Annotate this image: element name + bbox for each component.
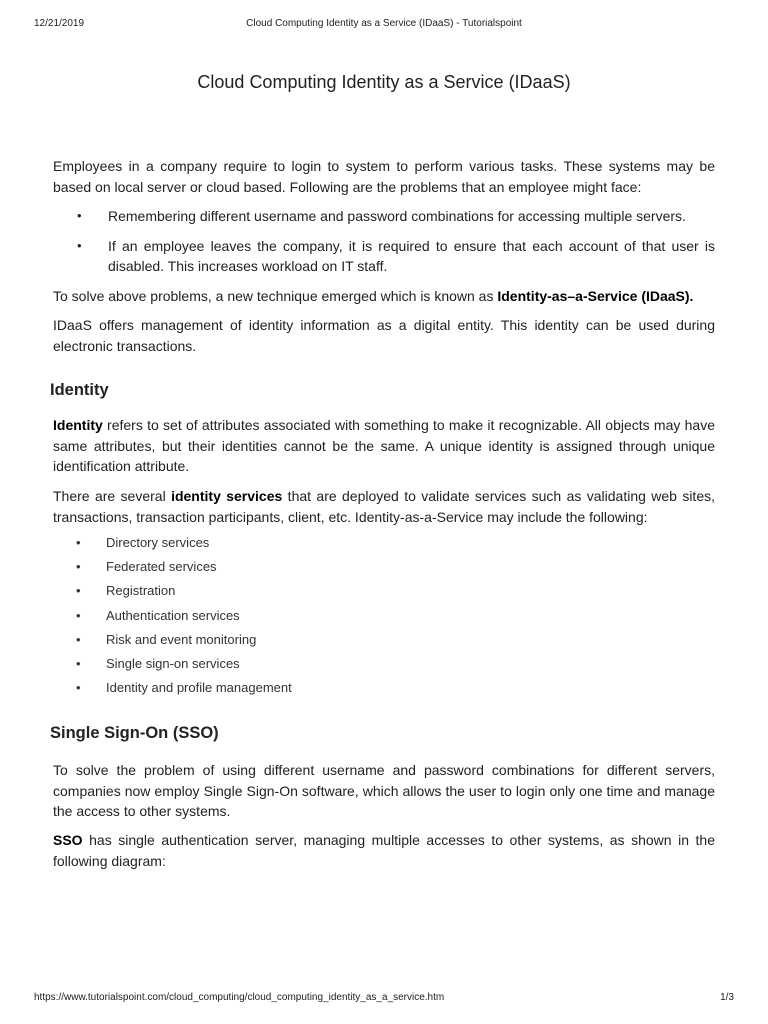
identity-services-list [106,535,715,704]
sso-term: SSO [53,832,83,848]
list-item: • Directory services [106,535,715,551]
print-document-title: Cloud Computing Identity as a Service (IDaaS) - Tutorialspoint [246,18,522,29]
sso-heading: Single Sign-On (SSO) [50,724,219,742]
page-title: Cloud Computing Identity as a Service (IDaaS) [197,72,571,92]
list-item: • Registration [106,583,715,599]
idaas-paragraph: IDaaS offers management of identity information as a digital entity. This identity can be used during electronic transactions. [53,317,715,354]
identity-definition-text: refers to set of attributes associated with something to make it recognizable. All objects may have same attributes, but their identities cannot be the same. A unique identity is assigned through unique identification attribute. [53,417,715,474]
sso-server-text: has single authentication server, managing multiple accesses to other systems, as shown in the following diagram: [53,832,715,869]
print-url: https://www.tutorialspoint.com/cloud_computing/cloud_computing_identity_as_a_service.htm [34,992,445,1003]
identity-services-term: identity services [171,488,283,504]
identity-services-paragraph [53,486,715,527]
print-date: 12/21/2019 [34,18,85,29]
identity-services-prefix: There are several [53,488,172,504]
list-item: • Single sign-on services [106,656,715,672]
page-number: 1/3 [720,992,734,1003]
list-item: • Identity and profile management [106,680,715,696]
list-item: • Remembering different username and password combinations for accessing multiple servers. [108,206,715,227]
intro-paragraph: Employees in a company require to login to system to perform various tasks. These systems may be based on local server or cloud based. Following are the problems that an employee might face: [53,158,715,195]
list-item: • Risk and event monitoring [106,632,715,648]
identity-heading: Identity [50,381,109,399]
solution-prefix: To solve above problems, a new technique emerged which is known as [53,288,498,304]
problems-list [108,206,715,286]
identity-definition-paragraph [53,415,715,477]
list-item: • Authentication services [106,608,715,624]
list-item: • Federated services [106,559,715,575]
print-footer [34,992,734,1006]
solution-paragraph [53,286,715,307]
sso-paragraph: To solve the problem of using different username and password combinations for different servers, companies now employ Single Sign-On software, which allows the user to login only one time and manage the access to other systems. [53,762,715,819]
print-header [34,18,734,32]
identity-term: Identity [53,417,103,433]
sso-server-paragraph [53,830,715,871]
solution-term: Identity-as–a-Service (IDaaS). [497,288,694,304]
list-item: • If an employee leaves the company, it is required to ensure that each account of that user is disabled. This increases workload on IT staff. [108,236,715,277]
identity-services-text: that are deployed to validate services such as validating web sites, transactions, transaction participants, client, etc. Identity-as-a-Service may include the following: [53,488,716,525]
